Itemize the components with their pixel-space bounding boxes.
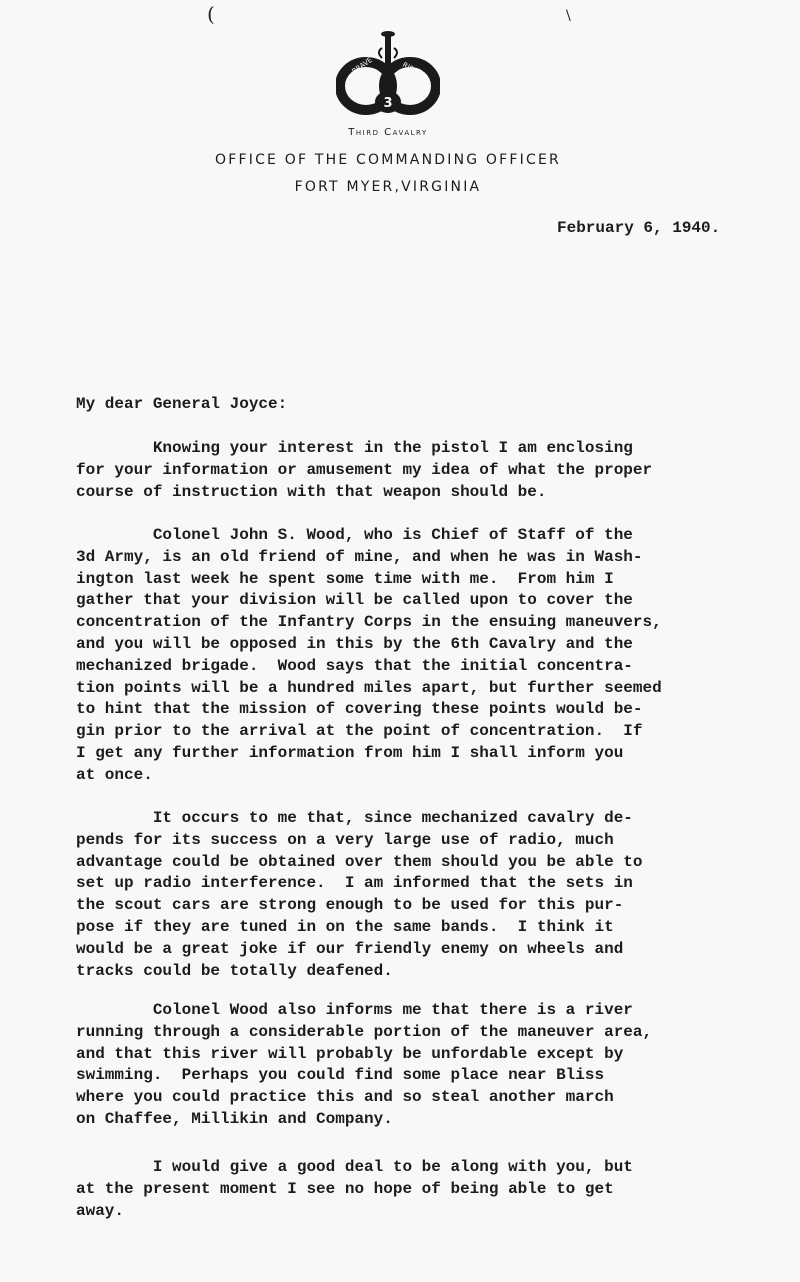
- paragraph-radio: [76, 808, 643, 982]
- text-line: tracks could be totally deafened.: [76, 961, 393, 980]
- text-line: and you will be opposed in this by the 6th Cavalry and the: [76, 634, 633, 653]
- text-line: Colonel John S. Wood, who is Chief of Staff of the: [76, 526, 633, 544]
- text-line: I would give a good deal to be along with you, but: [76, 1158, 633, 1176]
- insignia-text-right: RIFLES: [401, 60, 426, 80]
- text-line: I get any further information from him I shall inform you: [76, 743, 624, 762]
- salutation: My dear General Joyce:: [76, 395, 288, 413]
- text-line: at the present moment I see no hope of being able to get: [76, 1179, 614, 1198]
- text-line: on Chaffee, Millikin and Company.: [76, 1109, 393, 1128]
- text-line: at once.: [76, 765, 153, 784]
- letter-date: February 6, 1940.: [557, 219, 721, 237]
- text-line: away.: [76, 1201, 125, 1220]
- unit-name: Third Cavalry: [348, 127, 428, 138]
- insignia-number: 3: [383, 96, 393, 111]
- text-line: running through a considerable portion of the maneuver area,: [76, 1022, 653, 1041]
- office-location: FORT MYER,VIRGINIA: [294, 179, 482, 195]
- text-line: set up radio interference. I am informed that the sets in: [76, 874, 633, 893]
- text-line: would be a great joke if our friendly enemy on wheels and: [76, 939, 624, 958]
- insignia-text-left: BRAVE: [350, 55, 374, 76]
- text-line: ington last week he spent some time with me. From him I: [76, 569, 614, 588]
- text-line: gather that your division will be called upon to cover the: [76, 591, 633, 610]
- text-line: for your information or amusement my idea of what the proper: [76, 460, 653, 479]
- office-title: OFFICE OF THE COMMANDING OFFICER: [215, 152, 561, 168]
- text-line: to hint that the mission of covering these points would be-: [76, 700, 643, 719]
- text-line: pose if they are tuned in on the same bands. I think it: [76, 917, 614, 936]
- text-line: the scout cars are strong enough to be used for this pur-: [76, 896, 624, 915]
- text-line: course of instruction with that weapon should be.: [76, 482, 547, 501]
- text-line: swimming. Perhaps you could find some place near Bliss: [76, 1066, 605, 1085]
- text-line: pends for its success on a very large use of radio, much: [76, 830, 614, 849]
- text-line: concentration of the Infantry Corps in the ensuing maneuvers,: [76, 613, 662, 632]
- paragraph-closing: [76, 1157, 633, 1222]
- paper-mark: (: [207, 2, 215, 26]
- text-line: Knowing your interest in the pistol I am enclosing: [76, 439, 633, 457]
- text-line: It occurs to me that, since mechanized cavalry de-: [76, 809, 633, 827]
- paragraph-river: [76, 1000, 652, 1131]
- third-cavalry-insignia: [336, 28, 440, 120]
- text-line: gin prior to the arrival at the point of concentration. If: [76, 722, 643, 741]
- text-line: where you could practice this and so steal another march: [76, 1088, 614, 1107]
- paragraph-pistol: [76, 438, 652, 503]
- paper-mark: \: [566, 8, 571, 24]
- paragraph-colonel-wood: [76, 525, 662, 787]
- text-line: 3d Army, is an old friend of mine, and when he was in Wash-: [76, 547, 643, 566]
- text-line: advantage could be obtained over them should you be able to: [76, 852, 643, 871]
- text-line: mechanized brigade. Wood says that the initial concentra-: [76, 656, 633, 675]
- text-line: and that this river will probably be unfordable except by: [76, 1044, 624, 1063]
- text-line: tion points will be a hundred miles apart, but further seemed: [76, 678, 662, 697]
- text-line: Colonel Wood also informs me that there is a river: [76, 1001, 633, 1019]
